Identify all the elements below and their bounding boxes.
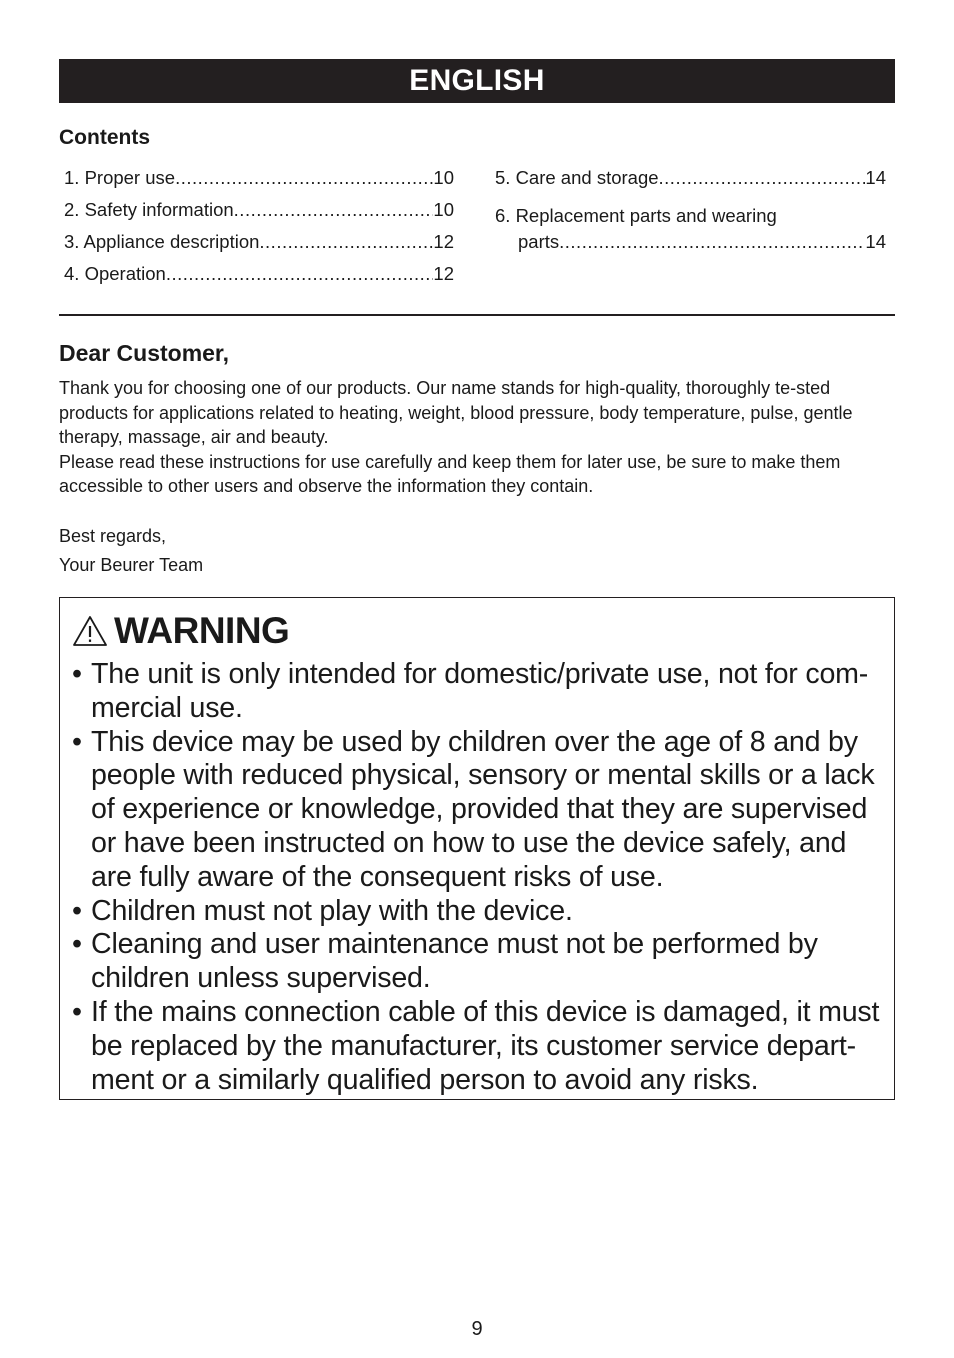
contents-heading: Contents <box>59 126 150 149</box>
page-number: 9 <box>471 1318 483 1340</box>
intro-text <box>59 376 889 499</box>
greeting-heading: Dear Customer, <box>59 340 230 366</box>
warning-item: • Children must not play with the device. <box>72 895 887 929</box>
toc-item[interactable] <box>495 203 886 255</box>
toc-item[interactable] <box>64 167 454 199</box>
toc-leader-dots <box>175 167 433 189</box>
warning-item: • If the mains connection cable of this device is damaged, it must be replaced by the manufacturer, its customer service depart-ment or a similarly qualified person to avoid any risks. <box>72 996 887 1097</box>
toc-item-page: 12 <box>433 263 454 284</box>
toc-item-page: 14 <box>865 167 886 188</box>
section-divider <box>59 314 895 316</box>
toc-item-continuation <box>495 229 886 255</box>
warning-title <box>72 610 289 652</box>
closing <box>59 522 203 580</box>
toc-leader-dots <box>259 231 433 253</box>
toc-item[interactable] <box>64 231 454 263</box>
toc-item[interactable] <box>64 199 454 231</box>
warning-item: • Cleaning and user maintenance must not be performed by children unless supervised. <box>72 928 887 996</box>
warning-triangle-icon <box>72 614 108 648</box>
toc-item-page: 14 <box>865 231 886 252</box>
intro-paragraph: Thank you for choosing one of our products. Our name stands for high-quality, thoroughly te-sted products for applications related to heating, weight, blood pressure, body temperature, pulse, gentle therapy, massage, air and beauty. <box>59 378 853 448</box>
toc-item-page: 12 <box>433 231 454 252</box>
toc-item-label: 6. Replacement parts and wearing <box>495 205 777 226</box>
toc-item-label: 1. Proper use <box>64 167 176 188</box>
toc-item-label: 4. Operation <box>64 263 166 284</box>
toc-item[interactable] <box>495 167 886 199</box>
toc-item-label: 2. Safety information <box>64 199 234 220</box>
toc-right-column <box>495 167 886 255</box>
toc-leader-dots <box>234 199 434 221</box>
closing-line: Best regards, <box>59 526 167 546</box>
toc-leader-dots <box>659 167 866 189</box>
toc-item-label-continued: parts <box>518 231 560 252</box>
toc-left-column <box>64 167 454 295</box>
intro-paragraph: Please read these instructions for use carefully and keep them for later use, be sure to make them accessible to other users and observe the information they contain. <box>59 451 841 497</box>
toc-item-page: 10 <box>433 167 454 188</box>
language-banner: ENGLISH <box>59 59 895 103</box>
warning-box <box>59 597 895 1100</box>
warning-item: • This device may be used by children over the age of 8 and by people with reduced physical, sensory or mental skills or a lack of experience or knowledge, provided that they are supervised or have been instructed on how to use the device safely, and are fully aware of the consequent risks of use. <box>72 726 887 895</box>
warning-list <box>72 658 887 1097</box>
toc-item-label: 3. Appliance description <box>64 231 260 252</box>
toc-item[interactable] <box>64 263 454 295</box>
warning-item: • The unit is only intended for domestic/private use, not for com-mercial use. <box>72 658 887 726</box>
toc-leader-dots <box>166 263 434 285</box>
toc-item-page: 10 <box>433 199 454 220</box>
warning-title-text: WARNING <box>114 610 290 651</box>
toc-item-label: 5. Care and storage <box>495 167 659 188</box>
closing-signature: Your Beurer Team <box>59 555 204 575</box>
toc-leader-dots <box>559 229 865 255</box>
